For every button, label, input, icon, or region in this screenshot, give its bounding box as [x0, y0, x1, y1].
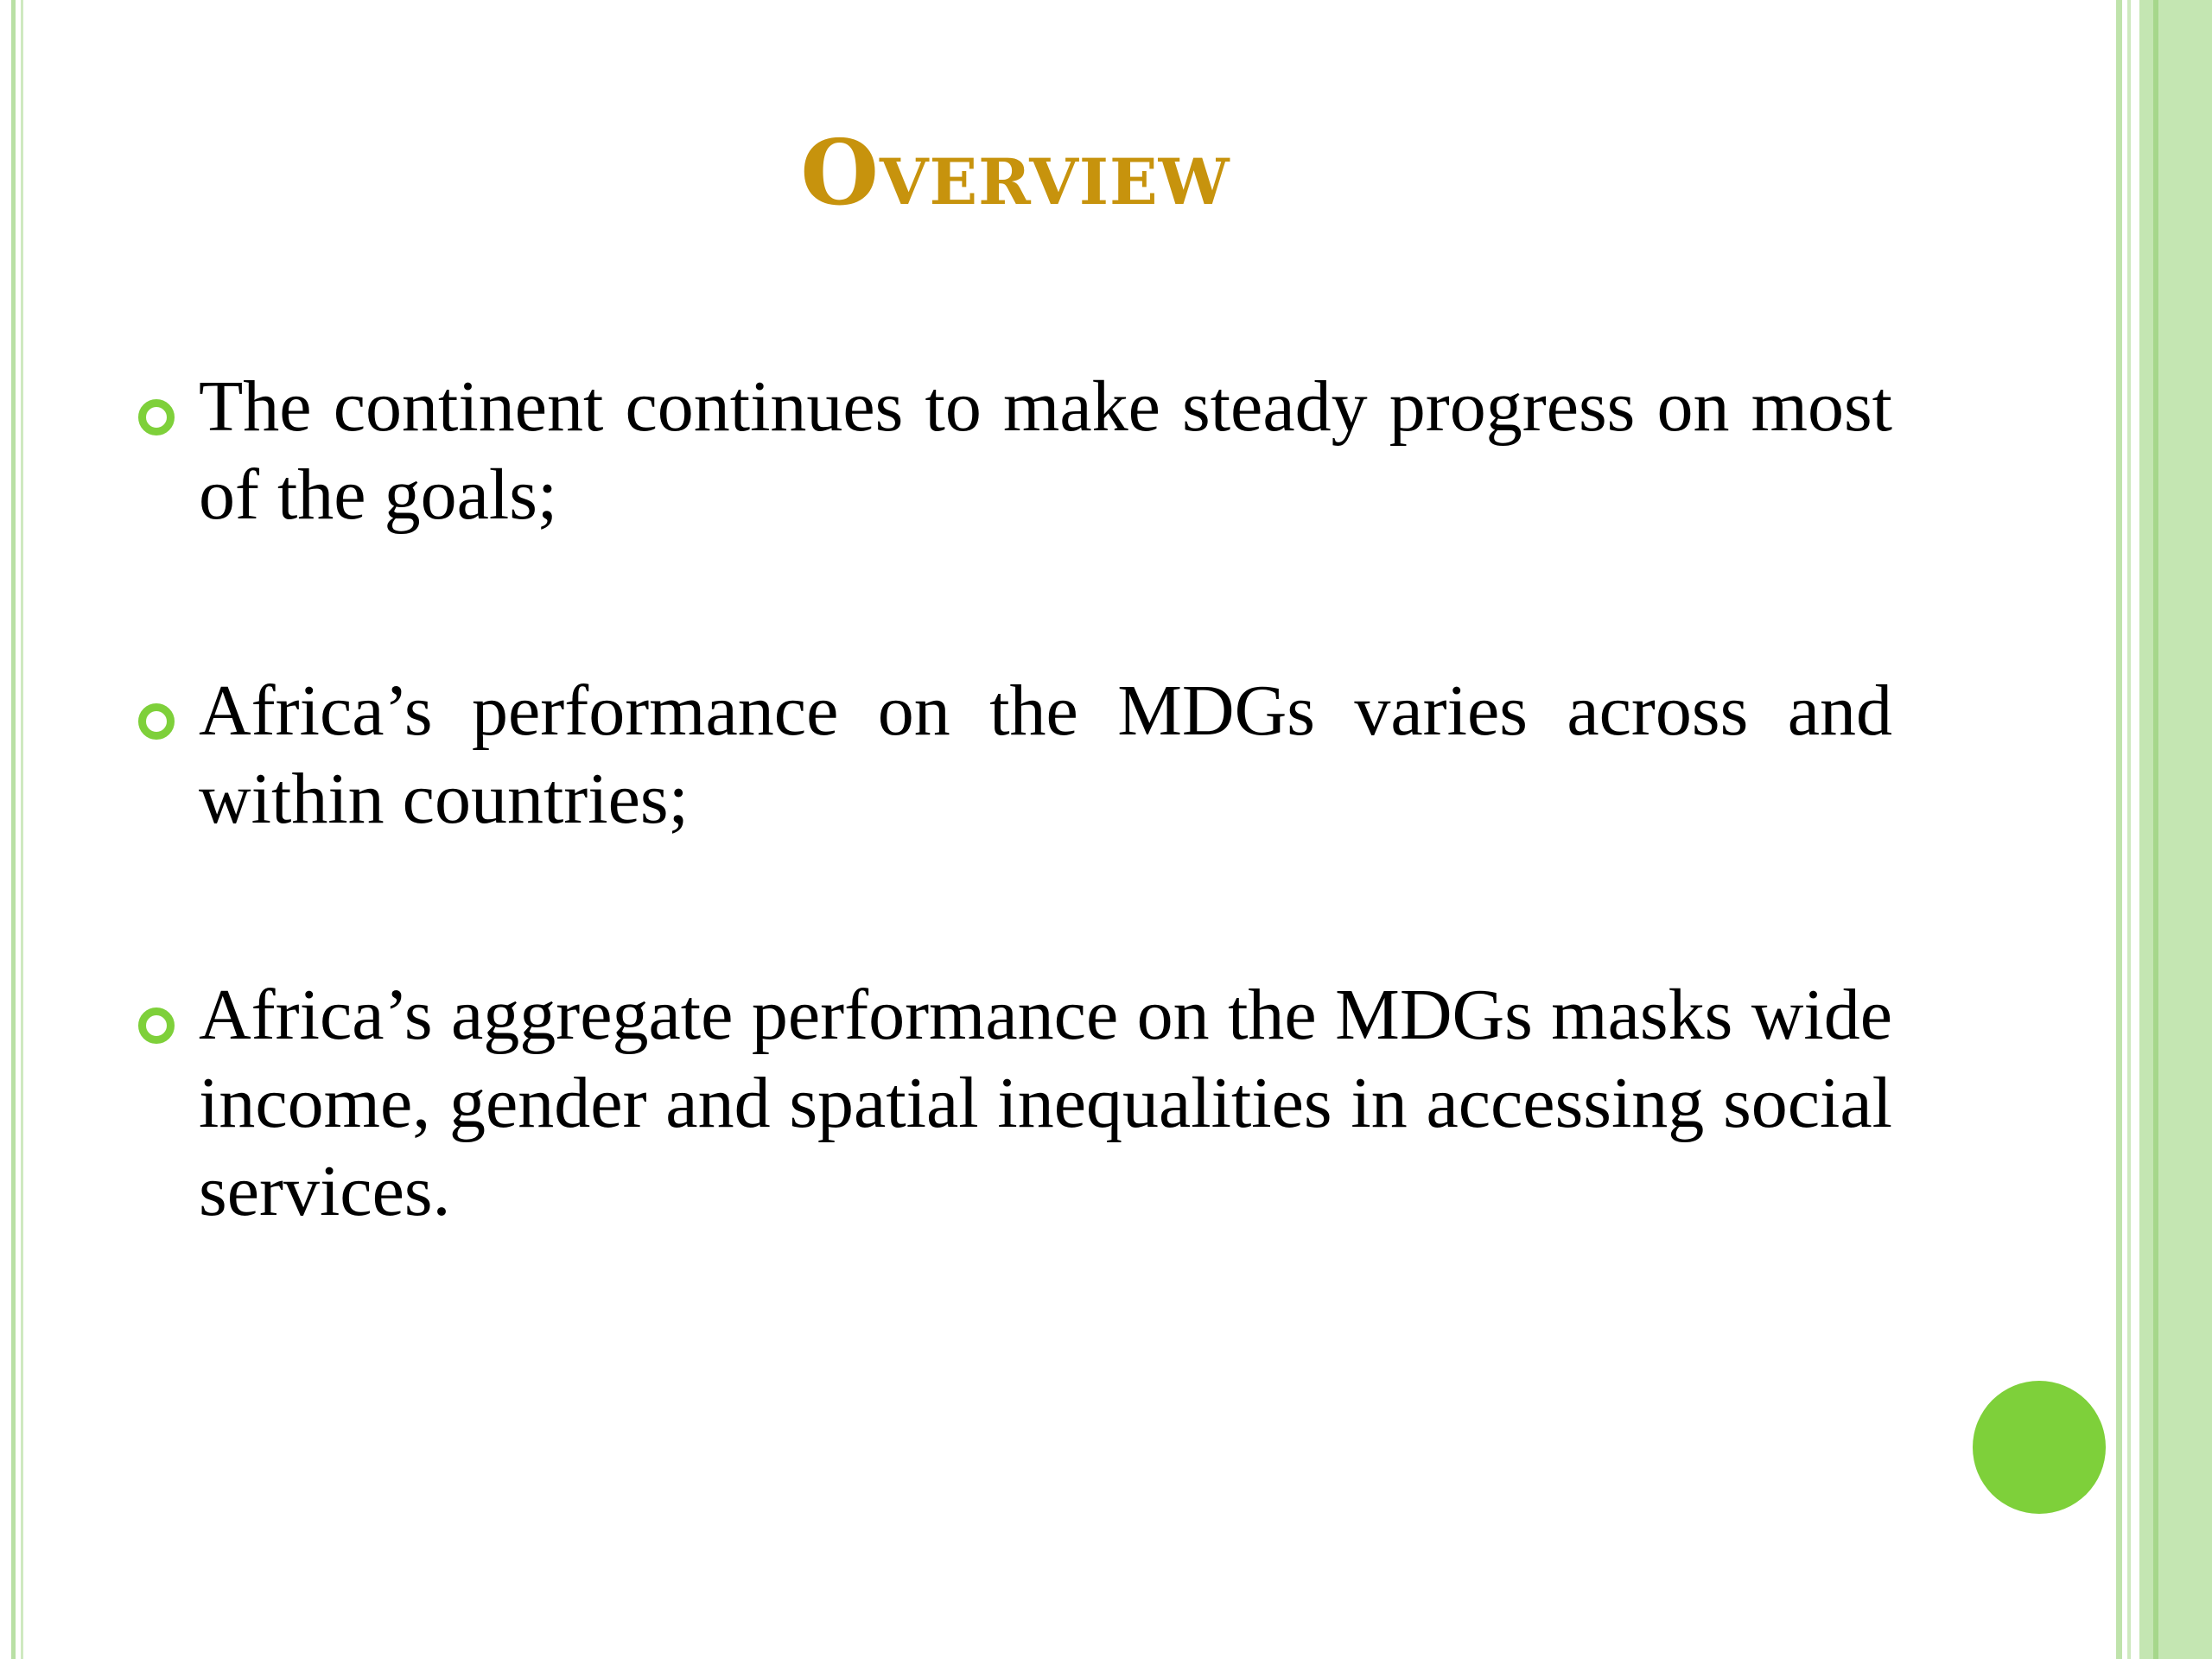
bullet-list: [138, 363, 1892, 1236]
right-stripe: [2139, 0, 2153, 1659]
hollow-circle-bullet-icon: [138, 399, 175, 435]
right-stripe: [2116, 0, 2122, 1659]
bullet-text: The continent continues to make steady progress on most of the goals;: [199, 366, 1892, 535]
green-dot-icon: [1973, 1381, 2106, 1514]
left-border-line-inner: [21, 0, 23, 1659]
bullet-item: [138, 363, 1892, 539]
right-stripe: [2127, 0, 2131, 1659]
right-stripe: [2158, 0, 2212, 1659]
bullet-item: [138, 667, 1892, 843]
hollow-circle-bullet-icon: [138, 1007, 175, 1044]
bullet-text: Africa’s performance on the MDGs varies across and within countries;: [199, 671, 1892, 839]
hollow-circle-bullet-icon: [138, 703, 175, 740]
left-border-line: [11, 0, 16, 1659]
slide-title: Overview: [800, 119, 1230, 226]
bullet-text: Africa’s aggregate performance on the MDGs masks wide income, gender and spatial inequalities in accessing social services.: [199, 975, 1892, 1231]
bullet-item: [138, 971, 1892, 1236]
